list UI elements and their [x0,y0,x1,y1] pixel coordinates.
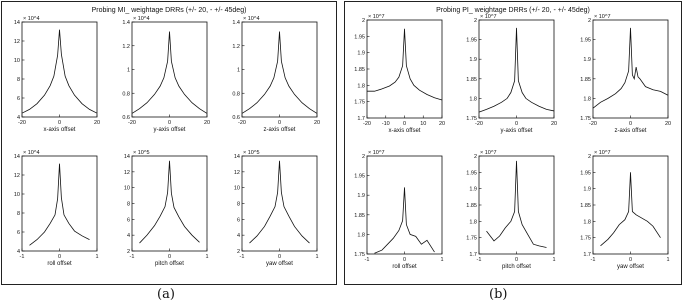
subplot-1 [354,14,445,134]
axis-exponent: × 10^5 [133,150,150,156]
subplot-grid [2,2,336,284]
y-tick-label: 1.95 [580,37,591,44]
axis-exponent: × 10^7 [368,14,385,20]
y-tick-label: 1.75 [466,116,477,122]
y-tick-label: 10 [13,192,20,198]
subplot-3 [580,14,671,134]
y-tick-label: 1.8 [357,232,365,239]
y-tick-label: 8 [16,77,20,83]
axis-exponent: × 10^7 [480,14,497,20]
subplot-5 [466,150,555,270]
x-tick-label: -1 [129,254,135,260]
y-tick-label: 1.4 [232,20,240,26]
y-tick-label: 8 [236,201,240,208]
x-axis-label: y-axis offset [153,127,186,133]
axis-exponent: × 10^4 [23,16,40,22]
y-tick-label: 6 [16,96,20,102]
series-line [22,30,97,114]
x-tick-label: -20 [18,120,26,126]
x-tick-label: -20 [589,121,597,127]
x-tick-label: 0 [167,254,172,260]
y-tick-label: 4 [16,249,20,255]
subplot-3 [232,16,320,133]
x-tick-label: 0 [628,121,633,127]
x-axis-label: x-axis offset [43,127,76,133]
caption-a: (a) [157,287,175,302]
y-tick-label: 0.6 [232,115,240,121]
x-tick-label: 0 [277,254,282,260]
x-tick-label: 0 [277,120,282,126]
plot-frame [242,156,317,251]
axis-exponent: × 10^7 [368,150,385,156]
axis-exponent: × 10^5 [243,150,260,156]
y-tick-label: 1.75 [354,99,365,106]
axis-exponent: × 10^4 [243,16,260,22]
y-tick-label: 0.8 [232,91,240,98]
figure-panel-a [1,1,337,285]
x-tick-label: -10 [381,121,390,127]
y-tick-label: 12 [233,169,240,176]
y-tick-label: 8 [16,211,20,217]
series-line [375,187,435,253]
y-tick-label: 1.75 [580,116,591,122]
subplot-6 [580,150,669,270]
axis-exponent: × 10^7 [480,150,497,156]
y-tick-label: 1.85 [466,203,477,209]
plot-frame [132,156,207,251]
series-line [479,28,554,112]
y-tick-label: 2 [361,18,365,24]
y-tick-label: 10 [233,185,240,192]
y-tick-label: 1.2 [122,43,130,50]
y-tick-label: 14 [13,20,20,26]
y-tick-label: 1.8 [583,96,591,103]
axis-exponent: × 10^7 [594,14,611,20]
figure-panel-b [344,1,682,285]
y-tick-label: 4 [16,115,20,121]
y-tick-label: 1.95 [354,34,365,41]
y-tick-label: 0.6 [122,115,130,121]
y-tick-label: 2 [587,18,591,24]
x-tick-label: -20 [363,121,371,127]
x-tick-label: 20 [313,120,321,126]
x-tick-label: 0 [514,121,519,127]
y-tick-label: 1.95 [354,173,365,180]
x-tick-label: 20 [438,121,446,127]
y-tick-label: 1.75 [466,235,477,242]
y-tick-label: 2 [126,249,130,255]
y-tick-label: 2 [361,154,365,160]
y-tick-label: 1.85 [580,203,591,209]
x-tick-label: -20 [238,120,246,126]
subplot-6 [234,150,319,267]
plot-frame [593,156,668,254]
plot-frame [367,156,442,254]
x-tick-label: 1 [666,257,670,263]
figure-title: Probing MI_ weightage DRRs (+/- 20, - +/- 45deg) [91,7,247,14]
x-tick-label: 20 [93,120,101,126]
y-tick-label: 1.2 [232,43,240,50]
series-line [250,161,310,243]
subplot-2 [466,14,557,134]
y-tick-label: 2 [473,18,477,24]
y-tick-label: 12 [13,39,20,45]
x-tick-label: -20 [128,120,136,126]
plot-frame [22,22,97,117]
y-tick-label: 1.75 [580,235,591,242]
x-axis-label: z-axis offset [263,127,296,133]
x-tick-label: -1 [19,254,25,260]
y-tick-label: 1.8 [469,96,477,103]
x-tick-label: 20 [664,121,672,127]
y-tick-label: 10 [123,185,130,192]
y-tick-label: 14 [233,154,240,160]
y-tick-label: 1.7 [469,252,477,258]
series-line [593,28,668,108]
x-tick-label: 0 [57,120,62,126]
figure-title: Probing PI_ weightage DRRs (+/- 20, - +/- 45deg) [436,7,590,14]
series-line [601,172,661,246]
y-tick-label: 1.9 [469,57,477,64]
x-axis-label: pitch offset [155,261,184,267]
subplot-1 [14,16,100,133]
axis-exponent: × 10^4 [23,150,40,156]
y-tick-label: 12 [123,169,130,176]
y-tick-label: 2 [236,249,240,255]
y-tick-label: 1.95 [580,170,591,177]
y-tick-label: 1.85 [354,212,365,219]
x-tick-label: 20 [203,120,211,126]
x-tick-label: 10 [420,121,427,127]
x-tick-label: 0 [628,257,633,263]
y-tick-label: 6 [126,217,130,224]
x-tick-label: 0 [402,121,407,127]
x-tick-label: 1 [315,254,319,260]
y-tick-label: 1.95 [466,37,477,44]
y-tick-label: 1.95 [466,170,477,177]
x-tick-label: 1 [95,254,99,260]
y-tick-label: 1.8 [357,83,365,90]
x-axis-label: yaw offset [617,264,644,270]
y-tick-label: 1 [236,67,240,74]
y-tick-label: 1.9 [357,50,365,57]
x-tick-label: -20 [475,121,483,127]
series-line [487,161,547,248]
subplot-5 [124,150,209,267]
y-tick-label: 1.8 [469,219,477,226]
y-tick-label: 1.85 [580,76,591,83]
y-tick-label: 0.8 [122,91,130,98]
subplot-2 [122,16,210,133]
x-axis-label: z-axis offset [614,128,647,134]
y-tick-label: 1.7 [357,116,365,122]
x-tick-label: -1 [476,257,482,263]
y-tick-label: 14 [123,154,130,160]
y-tick-label: 2 [473,154,477,160]
x-tick-label: 1 [440,257,444,263]
axis-exponent: × 10^7 [594,150,611,156]
x-axis-label: y-axis offset [500,128,533,134]
x-tick-label: 0 [167,120,172,126]
subplot-grid [345,2,681,284]
x-tick-label: 1 [552,257,556,263]
series-line [242,32,317,114]
series-line [140,161,200,243]
y-tick-label: 1.9 [583,186,591,193]
y-tick-label: 1.7 [583,252,591,258]
y-tick-label: 1.75 [354,252,365,258]
x-tick-label: -1 [239,254,245,260]
series-line [367,29,442,100]
y-tick-label: 1.9 [357,193,365,200]
y-tick-label: 1.4 [122,20,130,26]
y-tick-label: 1.9 [469,186,477,193]
y-tick-label: 2 [587,154,591,160]
y-tick-label: 4 [126,233,130,240]
x-axis-label: pitch offset [502,264,531,270]
y-tick-label: 6 [236,217,240,224]
x-axis-label: roll offset [47,261,72,267]
y-tick-label: 6 [16,230,20,236]
x-tick-label: 0 [402,257,407,263]
x-axis-label: yaw offset [266,261,293,267]
subplot-4 [14,150,99,267]
x-tick-label: -1 [590,257,596,263]
y-tick-label: 1.85 [354,67,365,73]
x-axis-label: roll offset [392,264,417,270]
series-line [30,164,90,246]
y-tick-label: 12 [13,173,20,179]
x-tick-label: 1 [205,254,209,260]
x-tick-label: 0 [57,254,62,260]
x-tick-label: 20 [550,121,558,127]
y-tick-label: 1.85 [466,76,477,83]
y-tick-label: 1.8 [583,219,591,226]
x-tick-label: 0 [514,257,519,263]
subplot-4 [354,150,443,270]
y-tick-label: 10 [13,58,20,64]
y-tick-label: 8 [126,201,130,208]
y-tick-label: 1.9 [583,57,591,64]
y-tick-label: 1 [126,67,130,74]
series-line [132,32,207,114]
y-tick-label: 14 [13,154,20,160]
y-tick-label: 4 [236,233,240,240]
caption-b: (b) [489,287,508,302]
x-axis-label: x-axis offset [388,128,421,134]
x-tick-label: -1 [364,257,370,263]
axis-exponent: × 10^4 [133,16,150,22]
